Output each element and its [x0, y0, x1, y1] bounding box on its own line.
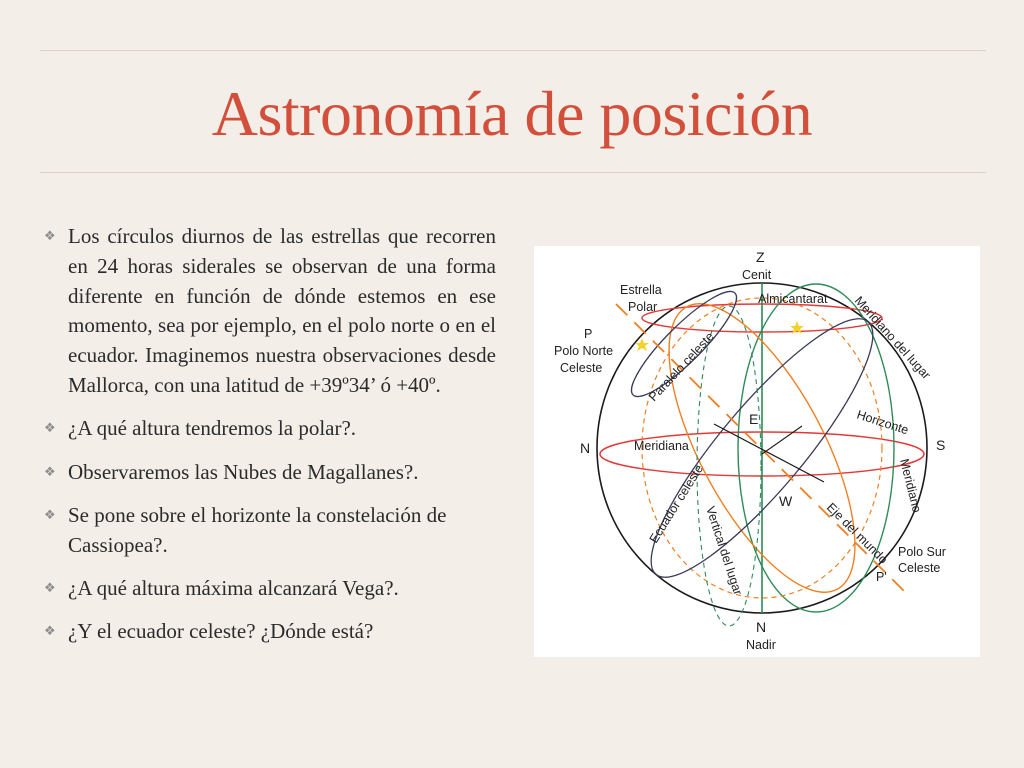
bullet-item: ❖ ¿A qué altura tendremos la polar?.	[44, 414, 496, 444]
center-line	[762, 426, 802, 454]
top-divider	[40, 50, 986, 51]
fleuron-icon: ❖	[44, 507, 56, 523]
vertical-label: Vertical del lugar	[703, 504, 746, 597]
bullet-item: ❖ Observaremos las Nubes de Magallanes?.	[44, 458, 496, 488]
title-divider	[40, 172, 986, 173]
fleuron-icon: ❖	[44, 464, 56, 480]
horizon-label: Horizonte	[855, 407, 911, 438]
zenith-label: Cenit	[742, 268, 772, 282]
east-label: E	[749, 411, 759, 427]
nadir-label: Nadir	[746, 638, 776, 652]
world-axis-label: Eje del mundo	[823, 500, 891, 567]
nadir-letter: N	[756, 619, 767, 635]
meridiana-label: Meridiana	[634, 439, 689, 453]
north-pole-letter: P	[584, 327, 593, 341]
meridian-label: Meridiano	[897, 457, 924, 514]
zenith-letter: Z	[756, 249, 765, 265]
bullet-item: ❖ Los círculos diurnos de las estrellas que recorren en 24 horas siderales se observan de una forma diferente en función de dónde estemos en ese momento, sea por ejemplo, en el polo norte o en el ecuador. Imaginemos nuestra observaciones desde Mallorca, con una latitud de +39º34’ ó +40º.	[44, 224, 496, 397]
bullet-item: ❖ ¿Y el ecuador celeste? ¿Dónde está?	[44, 617, 496, 647]
slide-title: Astronomía de posición	[211, 78, 813, 149]
polar-star-label-1: Estrella	[620, 283, 662, 297]
south-pole-label-1: Polo Sur	[898, 545, 946, 559]
polar-star-label-2: Polar	[628, 300, 658, 314]
fleuron-icon: ❖	[44, 580, 56, 596]
south-pole-letter: P'	[876, 570, 887, 584]
almucantar-label: Almicantarat	[758, 292, 828, 306]
north-label: N	[580, 440, 591, 456]
fleuron-icon: ❖	[44, 624, 56, 640]
north-pole-label-2: Celeste	[560, 361, 603, 375]
north-pole-label-1: Polo Norte	[554, 344, 614, 358]
bullet-item: ❖ ¿A qué altura máxima alcanzará Vega?.	[44, 574, 496, 604]
celestial-equator-label: Ecuador celeste	[646, 462, 707, 546]
celestial-parallel-label: Paralelo celeste	[645, 329, 717, 405]
south-label: S	[936, 437, 946, 453]
celestial-sphere-diagram	[534, 246, 980, 657]
fleuron-icon: ❖	[44, 421, 56, 437]
celestial-sphere-figure	[534, 246, 980, 657]
local-meridian-label: Meridiano del lugar	[851, 293, 934, 383]
fleuron-icon: ❖	[44, 229, 56, 244]
bullet-list	[44, 222, 496, 661]
bullet-item: ❖ Se pone sobre el horizonte la constelación de Cassiopea?.	[44, 502, 447, 557]
west-label: W	[779, 493, 793, 509]
south-pole-label-2: Celeste	[898, 561, 941, 575]
